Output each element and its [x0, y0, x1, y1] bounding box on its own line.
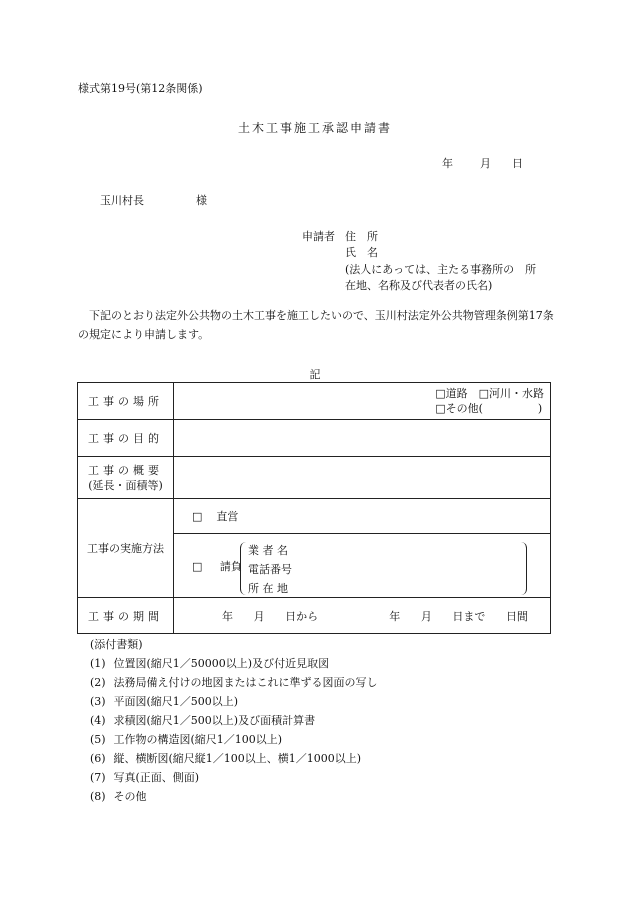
addressee: 玉川村長	[100, 194, 144, 207]
attachment-item: (4) 求積図(縮尺1／500以上)及び面積計算書	[90, 714, 316, 727]
method-row	[78, 499, 551, 598]
contract-option	[192, 558, 242, 574]
purpose-field[interactable]	[174, 420, 551, 457]
contractor-name-label: 業 者 名	[248, 544, 288, 557]
date-month-label: 月	[480, 157, 491, 170]
application-table	[77, 382, 551, 634]
period-from-year: 年	[222, 609, 233, 623]
period-label: 工事の期間	[78, 598, 174, 634]
summary-row	[78, 457, 551, 499]
honorific: 様	[196, 194, 207, 207]
location-options	[435, 386, 544, 416]
attachments-heading: (添付書類)	[90, 638, 143, 651]
summary-sublabel: (延長・面積等)	[88, 478, 163, 492]
period-to-day: 日まで	[452, 609, 486, 623]
summary-field[interactable]	[174, 457, 551, 499]
direct-label: 直営	[216, 510, 239, 523]
body-text: 下記のとおり法定外公共物の土木工事を施工したいので、玉川村法定外公共物管理条例第17条の規定により申請します。	[78, 309, 554, 341]
period-field[interactable]	[174, 598, 551, 634]
address-label: 住 所	[345, 230, 378, 243]
period-from-day: 日から	[285, 609, 319, 623]
method-cell	[174, 499, 551, 598]
period-to-year: 年	[389, 609, 401, 623]
page-title: 土木工事施工承認申請書	[237, 121, 392, 135]
form-number: 様式第19号(第12条関係)	[78, 82, 203, 95]
contractor-phone-label: 電話番号	[248, 563, 292, 576]
ki-heading: 記	[309, 368, 321, 381]
applicant-note-line1: (法人にあっては、主たる事務所の 所	[345, 263, 537, 276]
attachment-item: (1) 位置図(縮尺1／50000以上)及び付近見取図	[90, 657, 330, 670]
attachment-item: (8) その他	[90, 790, 147, 803]
attachment-item: (6) 縦、横断図(縮尺縦1／100以上、横1／1000以上)	[90, 752, 362, 765]
purpose-label: 工事の目的	[78, 420, 174, 457]
direct-checkbox[interactable]: □	[192, 509, 203, 523]
location-option-other[interactable]: □その他( )	[435, 402, 543, 415]
summary-label-cell	[78, 457, 174, 499]
location-option-road-river[interactable]: □道路 □河川・水路	[435, 387, 544, 400]
location-row	[78, 383, 551, 420]
summary-label: 工事の概要	[88, 463, 163, 477]
method-contract-row	[174, 534, 550, 597]
date-year-label: 年	[442, 157, 453, 170]
attachment-item: (3) 平面図(縮尺1／500以上)	[90, 695, 239, 708]
purpose-row	[78, 420, 551, 457]
contractor-address-label: 所 在 地	[248, 582, 288, 595]
period-to-month: 月	[420, 609, 432, 623]
attachment-item: (5) 工作物の構造図(縮尺1／100以上)	[90, 733, 283, 746]
period-row	[78, 598, 551, 634]
date-day-label: 日	[512, 157, 523, 170]
method-direct-row	[174, 499, 550, 534]
contractor-fields	[248, 541, 292, 598]
method-label: 工事の実施方法	[78, 499, 174, 598]
applicant-note-line2: 在地、名称及び代表者の氏名)	[345, 279, 493, 292]
attachment-item: (7) 写真(正面、側面)	[90, 771, 200, 784]
attachment-item: (2) 法務局備え付けの地図またはこれに準ずる図面の写し	[90, 676, 378, 689]
location-label: 工事の場所	[78, 383, 174, 420]
location-field[interactable]	[174, 383, 551, 420]
period-days: 日間	[505, 609, 528, 623]
contract-checkbox[interactable]: □	[192, 560, 203, 573]
name-label: 氏 名	[345, 246, 378, 259]
period-values	[174, 608, 550, 624]
contract-label: 請負	[219, 560, 242, 573]
period-from-month: 月	[253, 609, 265, 623]
applicant-label: 申請者	[302, 230, 335, 243]
